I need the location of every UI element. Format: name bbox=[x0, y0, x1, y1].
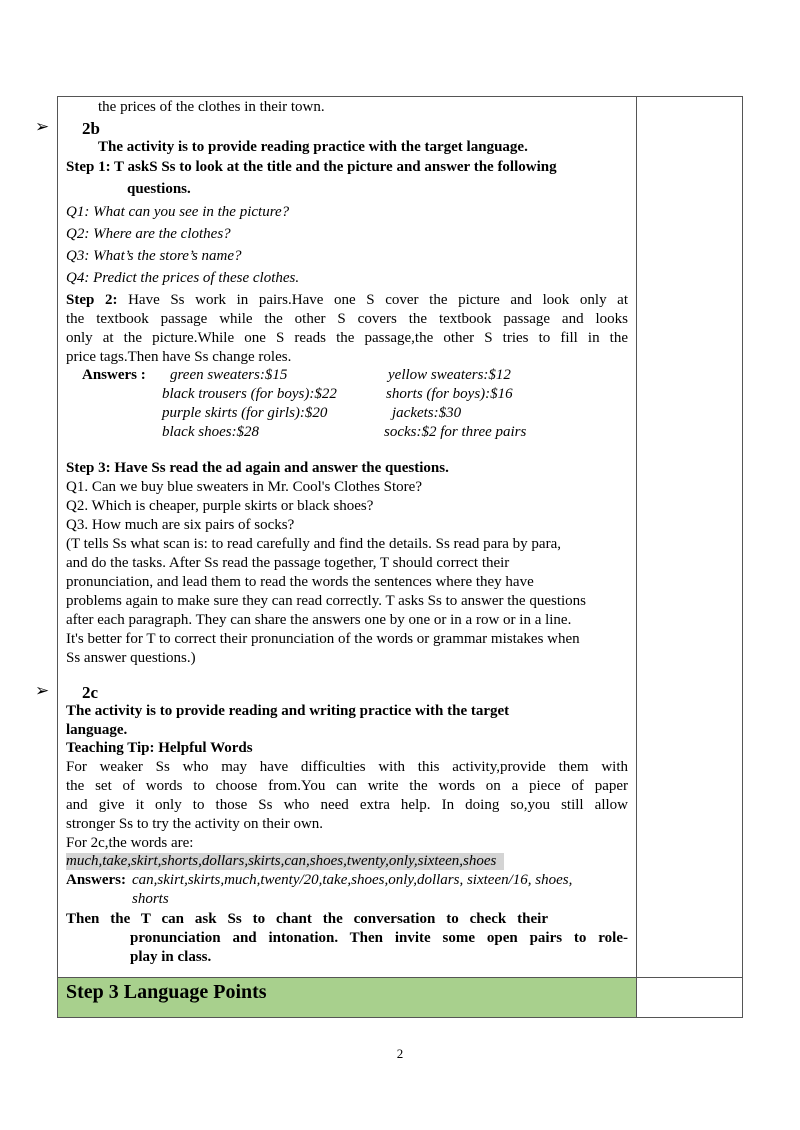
question-2: Q2: Where are the clothes? bbox=[66, 226, 231, 242]
chant-line-3: play in class. bbox=[130, 949, 212, 965]
bullet-arrow-icon: ➢ bbox=[35, 117, 50, 137]
purpose-2b: The activity is to provide reading practice with the target language. bbox=[98, 139, 528, 155]
column-divider bbox=[636, 97, 637, 1017]
tip-line-1: For weaker Ss who may have difficulties with this activity,provide them with bbox=[66, 759, 628, 775]
step2-line2: the textbook passage while the other S covers the textbook passage and looks bbox=[66, 311, 628, 327]
step3-heading: Step 3: Have Ss read the ad again and answer the questions. bbox=[66, 460, 449, 476]
step3-row-title: Step 3 Language Points bbox=[66, 981, 267, 1003]
step2-line1: Step 2: Have Ss work in pairs.Have one S cover the picture and look only at bbox=[66, 292, 629, 308]
tip-line-2: the set of words to choose from.You can write the words on a piece of paper bbox=[66, 778, 628, 794]
note-line-1: (T tells Ss what scan is: to read carefully and find the details. Ss read para by para, bbox=[66, 536, 561, 552]
answer-left-3: purple skirts (for girls):$20 bbox=[162, 405, 328, 421]
answer-right-1: yellow sweaters:$12 bbox=[388, 367, 511, 383]
note-line-6: It's better for T to correct their pronunciation of the words or grammar mistakes when bbox=[66, 631, 580, 647]
lesson-table bbox=[57, 96, 743, 1018]
note-line-7: Ss answer questions.) bbox=[66, 650, 196, 666]
chant-line-2: pronunciation and intonation. Then invite some open pairs to role- bbox=[130, 930, 628, 946]
note-line-3: pronunciation, and lead them to read the words the sentences where they have bbox=[66, 574, 534, 590]
page-number: 2 bbox=[396, 1046, 404, 1061]
words-list: much,take,skirt,shorts,dollars,skirts,can,shoes,twenty,only,sixteen,shoes bbox=[66, 853, 504, 870]
step3-question-2: Q2. Which is cheaper, purple skirts or black shoes? bbox=[66, 498, 374, 514]
purpose-2c-line2: language. bbox=[66, 722, 128, 738]
question-4: Q4: Predict the prices of these clothes. bbox=[66, 270, 300, 286]
step3-question-3: Q3. How much are six pairs of socks? bbox=[66, 517, 295, 533]
top-line: the prices of the clothes in their town. bbox=[98, 99, 325, 115]
tip-heading: Teaching Tip: Helpful Words bbox=[66, 740, 253, 756]
answer-right-2: shorts (for boys):$16 bbox=[386, 386, 513, 402]
tip-line-3: and give it only to those Ss who need extra help. In doing so,you still allow bbox=[66, 797, 628, 813]
heading-2b: 2b bbox=[82, 119, 100, 138]
words-intro: For 2c,the words are: bbox=[66, 835, 194, 851]
note-line-2: and do the tasks. After Ss read the passage together, T should correct their bbox=[66, 555, 510, 571]
step2-line3: only at the picture.While one S reads the passage,the other S tries to fill in the bbox=[66, 330, 628, 346]
answer-right-4: socks:$2 for three pairs bbox=[384, 424, 527, 440]
step1-line2: questions. bbox=[127, 181, 191, 197]
step2-label: Step 2: bbox=[66, 292, 118, 308]
answers-label-2c: Answers: bbox=[66, 872, 126, 888]
chant-line-1: Then the T can ask Ss to chant the conversation to check their bbox=[66, 911, 548, 927]
answer-right-3: jackets:$30 bbox=[392, 405, 462, 421]
answer-left-1: green sweaters:$15 bbox=[170, 367, 288, 383]
note-line-4: problems again to make sure they can read correctly. T asks Ss to answer the questions bbox=[66, 593, 586, 609]
answers-label-2b: Answers : bbox=[82, 367, 146, 383]
heading-2c: 2c bbox=[82, 683, 99, 702]
note-line-5: after each paragraph. They can share the answers one by one or in a row or in a line. bbox=[66, 612, 572, 628]
answers-2c-line1: can,skirt,skirts,much,twenty/20,take,shoes,only,dollars, sixteen/16, shoes, bbox=[132, 872, 573, 888]
bullet-arrow-icon: ➢ bbox=[35, 681, 50, 701]
step3-question-1: Q1. Can we buy blue sweaters in Mr. Cool's Clothes Store? bbox=[66, 479, 422, 495]
answer-left-4: black shoes:$28 bbox=[162, 424, 260, 440]
question-3: Q3: What’s the store’s name? bbox=[66, 248, 242, 264]
answer-left-2: black trousers (for boys):$22 bbox=[162, 386, 337, 402]
purpose-2c-line1: The activity is to provide reading and writing practice with the target bbox=[66, 703, 510, 719]
tip-line-4: stronger Ss to try the activity on their own. bbox=[66, 816, 324, 832]
answers-2c-line2: shorts bbox=[132, 891, 169, 907]
step2-line4: price tags.Then have Ss change roles. bbox=[66, 349, 292, 365]
question-1: Q1: What can you see in the picture? bbox=[66, 204, 290, 220]
step1-line1: Step 1: T askS Ss to look at the title and the picture and answer the following bbox=[66, 159, 557, 175]
